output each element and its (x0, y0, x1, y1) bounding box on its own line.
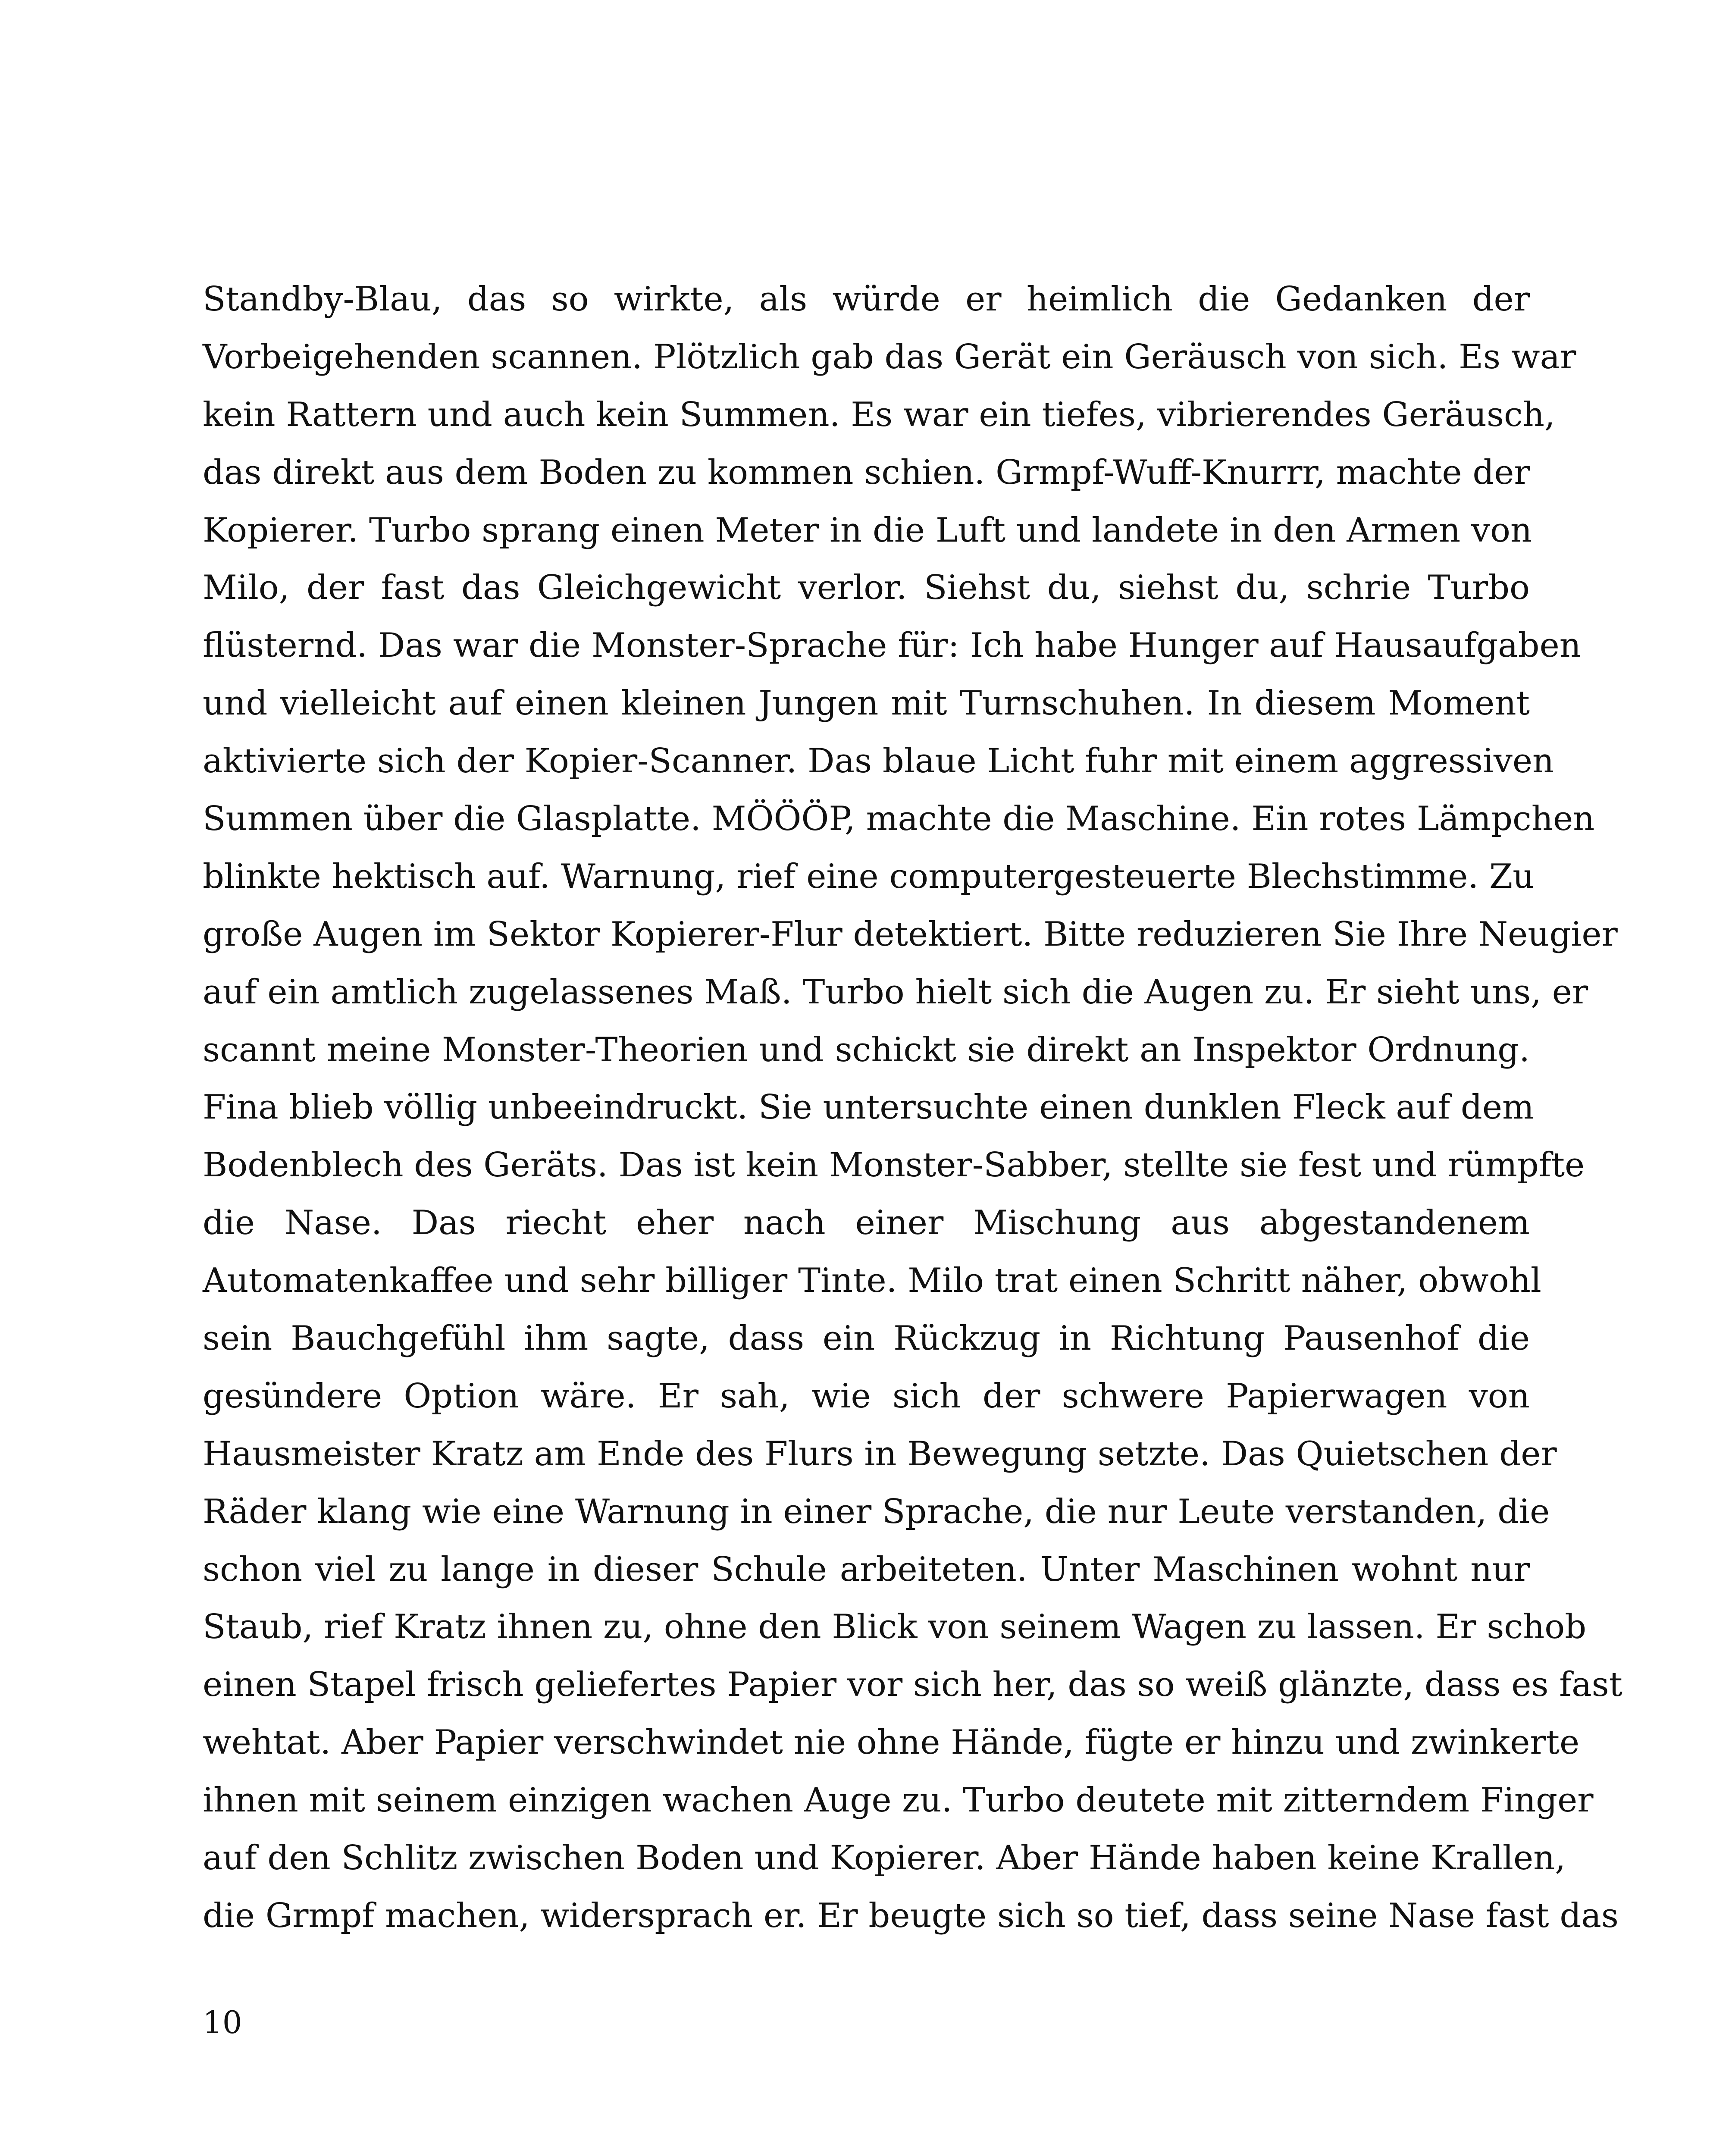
text-line: Kopierer. Turbo sprang einen Meter in die Luft und landete in den Armen von (203, 511, 1532, 550)
text-line: blinkte hektisch auf. Warnung, rief eine computergesteuerte Blechstimme. Zu (203, 857, 1535, 896)
text-line: Räder klang wie eine Warnung in einer Sprache, die nur Leute verstanden, die (203, 1492, 1550, 1531)
text-line: ihnen mit seinem einzigen wachen Auge zu. Turbo deutete mit zitterndem Finger (203, 1781, 1594, 1820)
text-line: Standby-Blau, das so wirkte, als würde er heimlich die Gedanken der (203, 280, 1530, 319)
text-line: große Augen im Sektor Kopierer-Flur detektiert. Bitte reduzieren Sie Ihre Neugier (203, 915, 1618, 954)
text-line: Vorbeigehenden scannen. Plötzlich gab das Gerät ein Geräusch von sich. Es war (203, 337, 1576, 376)
text-line: Summen über die Glasplatte. MÖÖÖP, machte die Maschine. Ein rotes Lämpchen (203, 799, 1595, 839)
text-line: und vielleicht auf einen kleinen Jungen mit Turnschuhen. In diesem Moment (203, 684, 1530, 723)
text-line: flüsternd. Das war die Monster-Sprache für: Ich habe Hunger auf Hausaufgaben (203, 626, 1581, 665)
text-line: wehtat. Aber Papier verschwindet nie ohne Hände, fügte er hinzu und zwinkerte (203, 1723, 1580, 1762)
text-line: Fina blieb völlig unbeeindruckt. Sie untersuchte einen dunklen Fleck auf dem (203, 1088, 1534, 1127)
text-line: die Nase. Das riecht eher nach einer Mischung aus abgestandenem (203, 1203, 1530, 1243)
text-line: sein Bauchgefühl ihm sagte, dass ein Rückzug in Richtung Pausenhof die (203, 1319, 1530, 1358)
text-line: einen Stapel frisch geliefertes Papier vor sich her, das so weiß glänzte, dass es fast (203, 1665, 1622, 1705)
body-text (203, 271, 1622, 1945)
text-line: aktivierte sich der Kopier-Scanner. Das blaue Licht fuhr mit einem aggressiven (203, 742, 1554, 781)
text-line: Milo, der fast das Gleichgewicht verlor. Siehst du, siehst du, schrie Turbo (203, 568, 1530, 608)
text-line: scannt meine Monster-Theorien und schickt sie direkt an Inspektor Ordnung. (203, 1030, 1530, 1069)
text-line: auf ein amtlich zugelassenes Maß. Turbo hielt sich die Augen zu. Er sieht uns, er (203, 972, 1588, 1012)
text-line: kein Rattern und auch kein Summen. Es war ein tiefes, vibrierendes Geräusch, (203, 395, 1555, 434)
text-line: auf den Schlitz zwischen Boden und Kopierer. Aber Hände haben keine Krallen, (203, 1839, 1566, 1878)
text-line: gesündere Option wäre. Er sah, wie sich der schwere Papierwagen von (203, 1376, 1530, 1416)
text-line: Hausmeister Kratz am Ende des Flurs in Bewegung setzte. Das Quietschen der (203, 1434, 1557, 1473)
text-line: Staub, rief Kratz ihnen zu, ohne den Blick von seinem Wagen zu lassen. Er schob (203, 1608, 1587, 1647)
text-line: die Grmpf machen, widersprach er. Er beugte sich so tief, dass seine Nase fast das (203, 1896, 1619, 1935)
text-line: schon viel zu lange in dieser Schule arbeiteten. Unter Maschinen wohnt nur (203, 1550, 1530, 1589)
text-line: das direkt aus dem Boden zu kommen schien. Grmpf-Wuff-Knurrr, machte der (203, 453, 1530, 492)
text-line: Bodenblech des Geräts. Das ist kein Monster-Sabber, stellte sie fest und rümpfte (203, 1146, 1585, 1185)
text-line: Automatenkaffee und sehr billiger Tinte. Milo trat einen Schritt näher, obwohl (203, 1261, 1541, 1300)
page-number: 10 (203, 2004, 242, 2040)
